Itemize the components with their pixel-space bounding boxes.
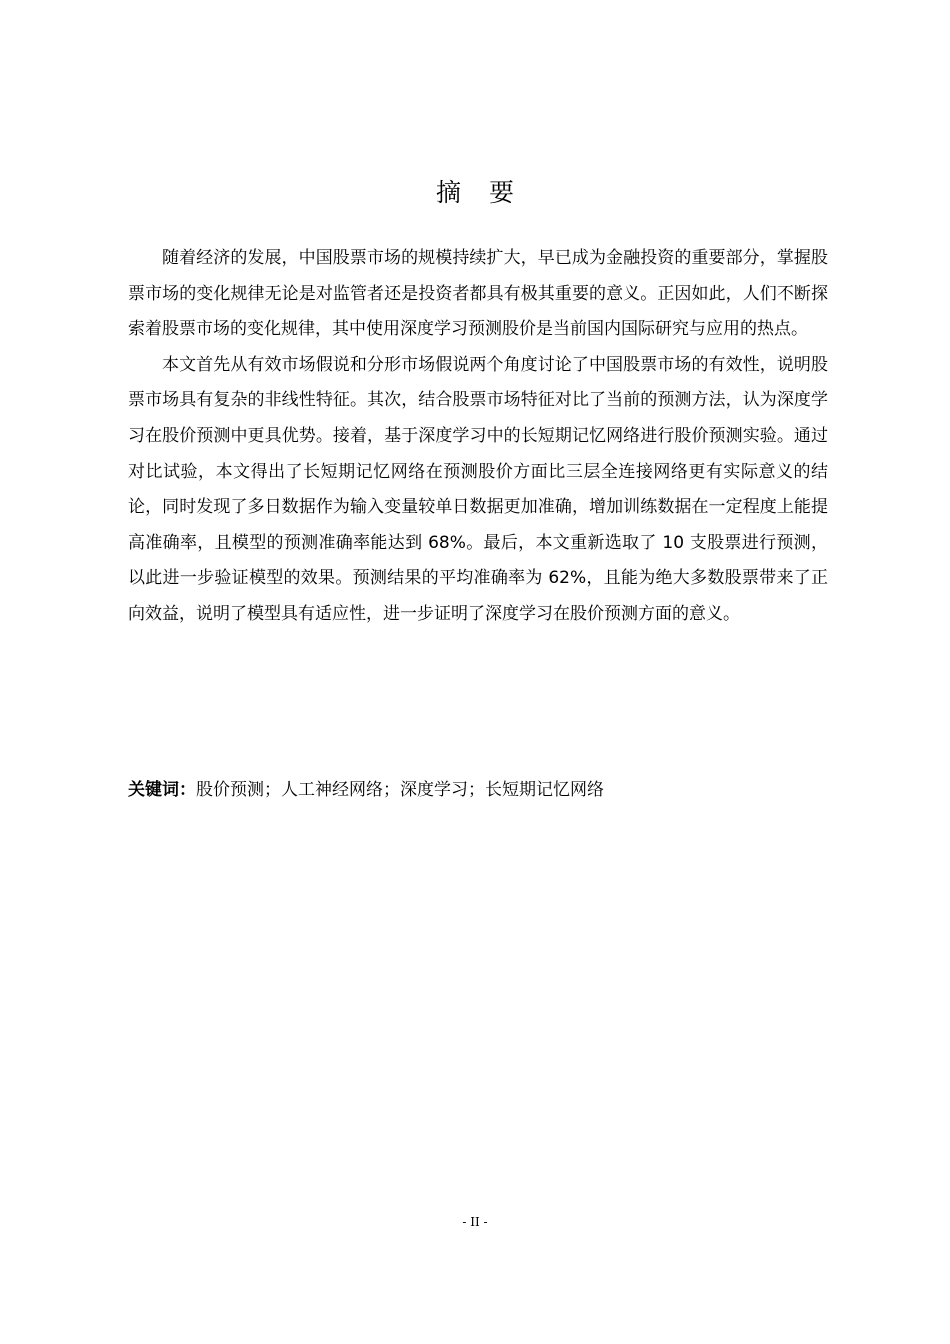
- abstract-paragraph-1: 随着经济的发展，中国股票市场的规模持续扩大，早已成为金融投资的重要部分，掌握股票市场的变化规律无论是对监管者还是投资者都具有极其重要的意义。正因如此，人们不断探索着股票市场的变化规律，其中使用深度学习预测股价是当前国内国际研究与应用的热点。: [128, 248, 828, 340]
- abstract-title: 摘要: [435, 178, 542, 207]
- abstract-body: [128, 241, 828, 633]
- keywords-label: 关键词：: [128, 780, 196, 800]
- abstract-paragraph-2: 本文首先从有效市场假说和分形市场假说两个角度讨论了中国股票市场的有效性，说明股票市场具有复杂的非线性特征。其次，结合股票市场特征对比了当前的预测方法，认为深度学习在股价预测中更具优势。接着，基于深度学习中的长短期记忆网络进行股价预测实验。通过对比试验，本文得出了长短期记忆网络在预测股价方面比三层全连接网络更有实际意义的结论，同时发现了多日数据作为输入变量较单日数据更加准确，增加训练数据在一定程度上能提高准确率，且模型的预测准确率能达到 68%。最后，本文重新选取了 10 支股票进行预测，以此进一步验证模型的效果。预测结果的平均准确率为 62%，且能为绝大多数股票带来了正向效益，说明了模型具有适应性，进一步证明了深度学习在股价预测方面的意义。: [128, 354, 828, 624]
- page-number: - II -: [462, 1215, 488, 1229]
- keywords-text: 股价预测；人工神经网络；深度学习；长短期记忆网络: [196, 780, 604, 800]
- keywords-line: [128, 773, 828, 808]
